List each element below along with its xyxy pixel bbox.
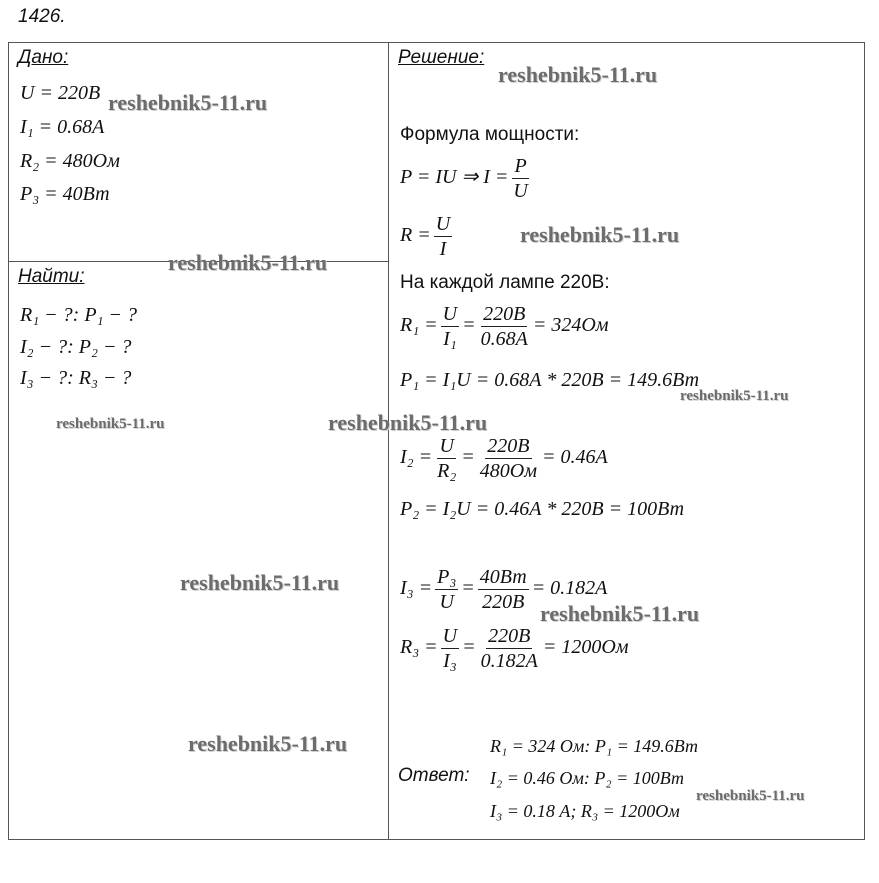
given-line-power: P₃ = 40Вт [20, 183, 110, 205]
find-line-3: I₃ − ?: R₃ − ? [20, 367, 132, 389]
each-lamp-label: На каждой лампе 220В: [400, 272, 610, 293]
power-formula-label: Формула мощности: [400, 124, 580, 145]
formula-resistance: R = $\frac{U}{I}$ [400, 213, 451, 260]
formula-power-current: P = IU ⇒ I = $\frac{P}{U}$ [400, 155, 528, 202]
watermark: reshebnik5-11.ru [696, 788, 805, 804]
watermark: reshebnik5-11.ru [108, 90, 268, 115]
calc-r1: R₁ = $\frac{U}{\text{I₁}}$ = $\frac{220В}{0.68А}$ = 324Ом [400, 303, 609, 350]
watermark: reshebnik5-11.ru [56, 416, 165, 432]
given-heading: Дано: [18, 47, 69, 68]
calc-i2: I₂ = $\frac{U}{\text{R₂}}$ = $\frac{220В}{480Ом}$ = 0.46А [400, 435, 608, 482]
table-border-left [8, 42, 9, 840]
watermark: reshebnik5-11.ru [188, 731, 348, 756]
calc-p2: P₂ = I₂U = 0.46А * 220В = 100Вт [400, 498, 685, 520]
given-line-current: I₁ = 0.68А [20, 116, 105, 138]
answer-line-3: I₃ = 0.18 А; R₃ = 1200Ом [490, 801, 680, 821]
answer-line-1: R₁ = 324 Ом: P₁ = 149.6Вт [490, 736, 698, 756]
given-line-resistance: R₂ = 480Ом [20, 150, 120, 172]
calc-p1: P₁ = I₁U = 0.68А * 220В = 149.6Вт [400, 369, 700, 391]
calc-i3: I₃ = $\frac{\text{P₃}}{U}$ = $\frac{40Вт}{220В}$ = 0.182А [400, 566, 608, 613]
table-border-bottom [8, 839, 865, 840]
watermark: reshebnik5-11.ru [328, 410, 488, 435]
problem-number: 1426. [18, 6, 66, 27]
table-divider-vertical [388, 42, 389, 840]
watermark: reshebnik5-11.ru [680, 388, 789, 404]
find-line-1: R₁ − ?: P₁ − ? [20, 304, 137, 326]
watermark: reshebnik5-11.ru [540, 601, 700, 626]
calc-r3: R₃ = $\frac{U}{\text{I₃}}$ = $\frac{220В}{0.182А}$ = 1200Ом [400, 625, 629, 672]
answer-label: Ответ: [398, 765, 470, 786]
table-border-right [864, 42, 865, 840]
watermark: reshebnik5-11.ru [180, 570, 340, 595]
watermark: reshebnik5-11.ru [168, 250, 328, 275]
watermark: reshebnik5-11.ru [498, 62, 658, 87]
given-line-voltage: U = 220В [20, 82, 101, 104]
table-border-top [8, 42, 864, 43]
answer-line-2: I₂ = 0.46 Ом: P₂ = 100Вт [490, 768, 684, 788]
watermark: reshebnik5-11.ru [520, 222, 680, 247]
find-heading: Найти: [18, 266, 85, 287]
find-line-2: I₂ − ?: P₂ − ? [20, 336, 132, 358]
solution-heading: Решение: [398, 47, 485, 68]
